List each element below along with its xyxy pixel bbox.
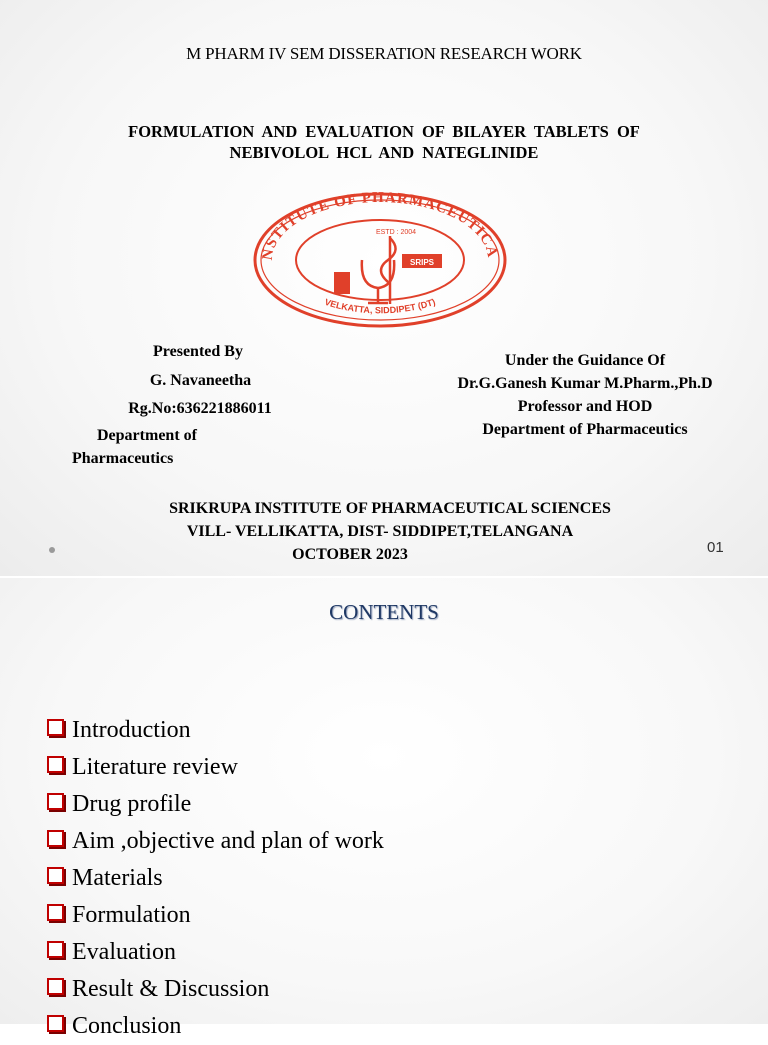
guide-name: Dr.G.Ganesh Kumar M.Pharm.,Ph.D: [457, 375, 713, 392]
bullet-dot-icon: [49, 547, 55, 553]
thesis-title-line2: NEBIVOLOL HCL AND NATEGLINIDE: [229, 143, 539, 162]
checkbox-bullet-icon: [47, 830, 64, 847]
institute-name: SRIKRUPA INSTITUTE OF PHARMACEUTICAL SCIENCES: [169, 500, 611, 517]
list-item: Introduction: [47, 712, 384, 749]
checkbox-bullet-icon: [47, 978, 64, 995]
institute-address: VILL- VELLIKATTA, DIST- SIDDIPET,TELANGANA: [186, 523, 574, 540]
presenter-name: G. Navaneetha: [149, 372, 252, 389]
institute-seal-logo: [250, 190, 510, 330]
checkbox-bullet-icon: [47, 719, 64, 736]
checkbox-bullet-icon: [47, 941, 64, 958]
list-item: Formulation: [47, 897, 384, 934]
list-item: Materials: [47, 860, 384, 897]
list-item: Conclusion: [47, 1008, 384, 1045]
seal-bottom-text: VELKATTA, SIDDIPET (DT): [323, 296, 437, 316]
list-item: Drug profile: [47, 786, 384, 823]
checkbox-bullet-icon: [47, 756, 64, 773]
contents-title: CONTENTS: [329, 600, 439, 624]
list-item: Literature review: [47, 749, 384, 786]
presenter-department-line2: Pharmaceutics: [72, 450, 174, 467]
registration-number: Rg.No:636221886011: [128, 400, 272, 417]
header-text: M PHARM IV SEM DISSERATION RESEARCH WORK: [186, 44, 582, 63]
guidance-label: Under the Guidance Of: [504, 352, 666, 369]
seal-center-text: SRIPS: [409, 258, 435, 267]
seal-icon: [250, 190, 510, 330]
checkbox-bullet-icon: [47, 1015, 64, 1032]
presented-by-label: Presented By: [153, 343, 243, 360]
contents-slide: [0, 578, 768, 1039]
thesis-title-line1: FORMULATION AND EVALUATION OF BILAYER TABLETS OF: [128, 122, 640, 141]
guide-department: Department of Pharmaceutics: [482, 421, 688, 438]
list-item: Evaluation: [47, 934, 384, 971]
submission-date: OCTOBER 2023: [292, 546, 408, 563]
list-item: Result & Discussion: [47, 971, 384, 1008]
thesis-title: [60, 121, 708, 163]
guide-role: Professor and HOD: [517, 398, 653, 415]
checkbox-bullet-icon: [47, 904, 64, 921]
presenter-department-line1: Department of: [97, 427, 197, 444]
list-item: Aim ,objective and plan of work: [47, 823, 384, 860]
seal-estd-text: ESTD : 2004: [375, 229, 417, 236]
contents-list: [47, 712, 384, 1045]
checkbox-bullet-icon: [47, 793, 64, 810]
checkbox-bullet-icon: [47, 867, 64, 884]
seal-ring-text: NSTITUTE OF PHARMACEUTICA: [259, 190, 501, 262]
page-number: 01: [707, 539, 724, 556]
